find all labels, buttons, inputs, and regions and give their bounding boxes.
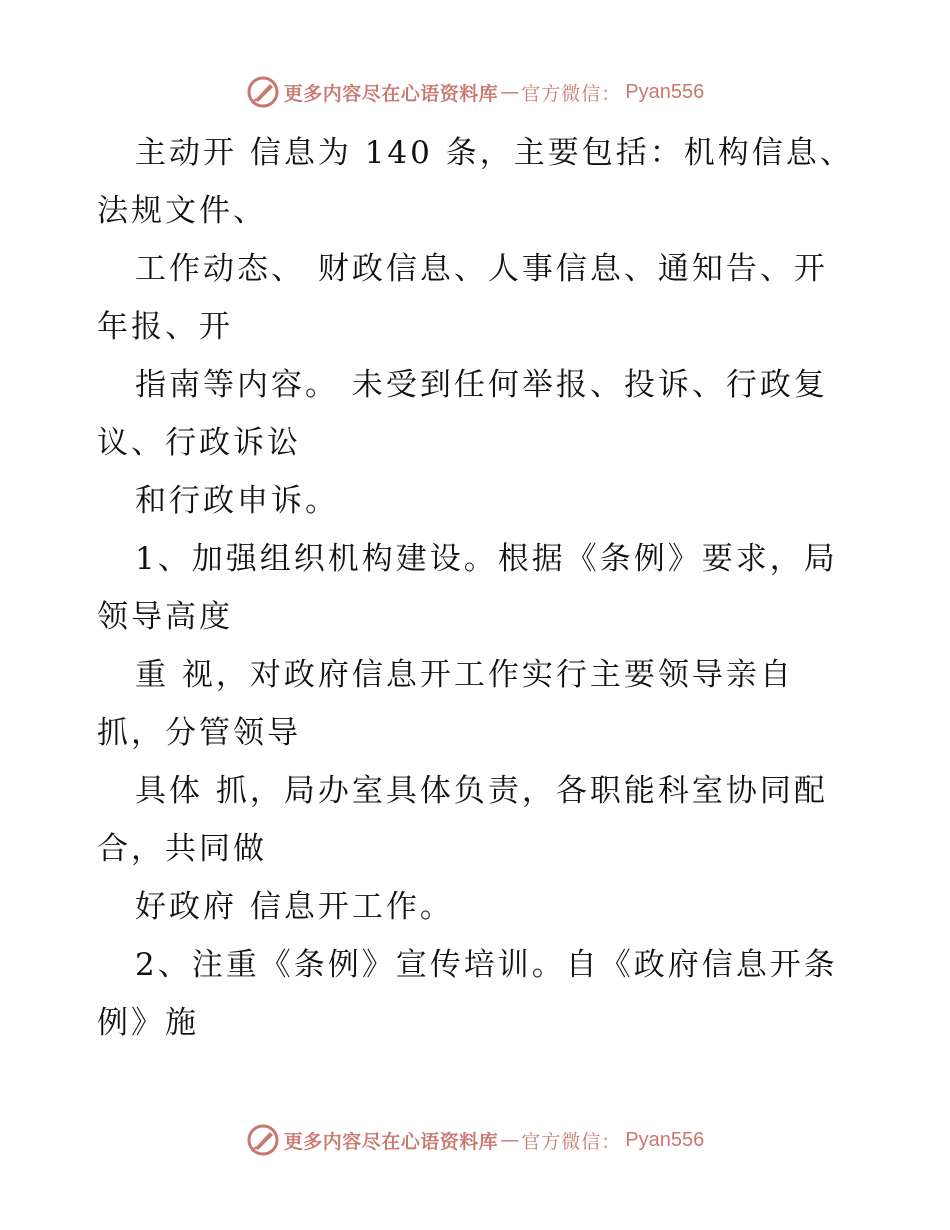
- text-line: 例》施: [97, 1005, 199, 1041]
- watermark-account: Pyan556: [625, 1128, 705, 1151]
- watermark-brand: 更多内容尽在心语资料库: [283, 82, 499, 105]
- quill-logo-icon: [246, 1123, 280, 1157]
- watermark-label: 官方微信：: [521, 82, 622, 105]
- watermark-dash: —: [500, 81, 520, 103]
- text-line: 工作动态、 财政信息、人事信息、通知告、开: [135, 251, 828, 287]
- document-body: [97, 124, 854, 1052]
- text-line: 法规文件、: [97, 193, 267, 229]
- text-line: 具体 抓，局办室具体负责，各职能科室协同配: [135, 773, 828, 809]
- text-line: 议、行政诉讼: [97, 425, 301, 461]
- text-line: 年报、开: [97, 309, 233, 345]
- text-line: 合，共同做: [97, 831, 267, 867]
- watermark-account: Pyan556: [625, 80, 705, 103]
- watermark-dash: —: [500, 1129, 520, 1151]
- watermark-label: 官方微信：: [521, 1130, 622, 1153]
- text-line: 重 视，对政府信息开工作实行主要领导亲自: [135, 657, 794, 693]
- text-line: 领导高度: [97, 599, 233, 635]
- header-watermark: [0, 72, 950, 112]
- quill-logo-icon: [246, 75, 280, 109]
- text-line: 抓，分管领导: [97, 715, 301, 751]
- text-line: 主动开 信息为 140 条，主要包括：机构信息、: [135, 135, 854, 171]
- text-line: 1、加强组织机构建设。根据《条例》要求，局: [135, 541, 838, 577]
- text-line: 2、注重《条例》宣传培训。自《政府信息开条: [135, 947, 838, 983]
- text-line: 指南等内容。 未受到任何举报、投诉、行政复: [135, 367, 828, 403]
- text-line: 和行政申诉。: [135, 483, 339, 519]
- footer-watermark: [0, 1120, 950, 1160]
- watermark-brand: 更多内容尽在心语资料库: [283, 1130, 499, 1153]
- text-line: 好政府 信息开工作。: [135, 889, 454, 925]
